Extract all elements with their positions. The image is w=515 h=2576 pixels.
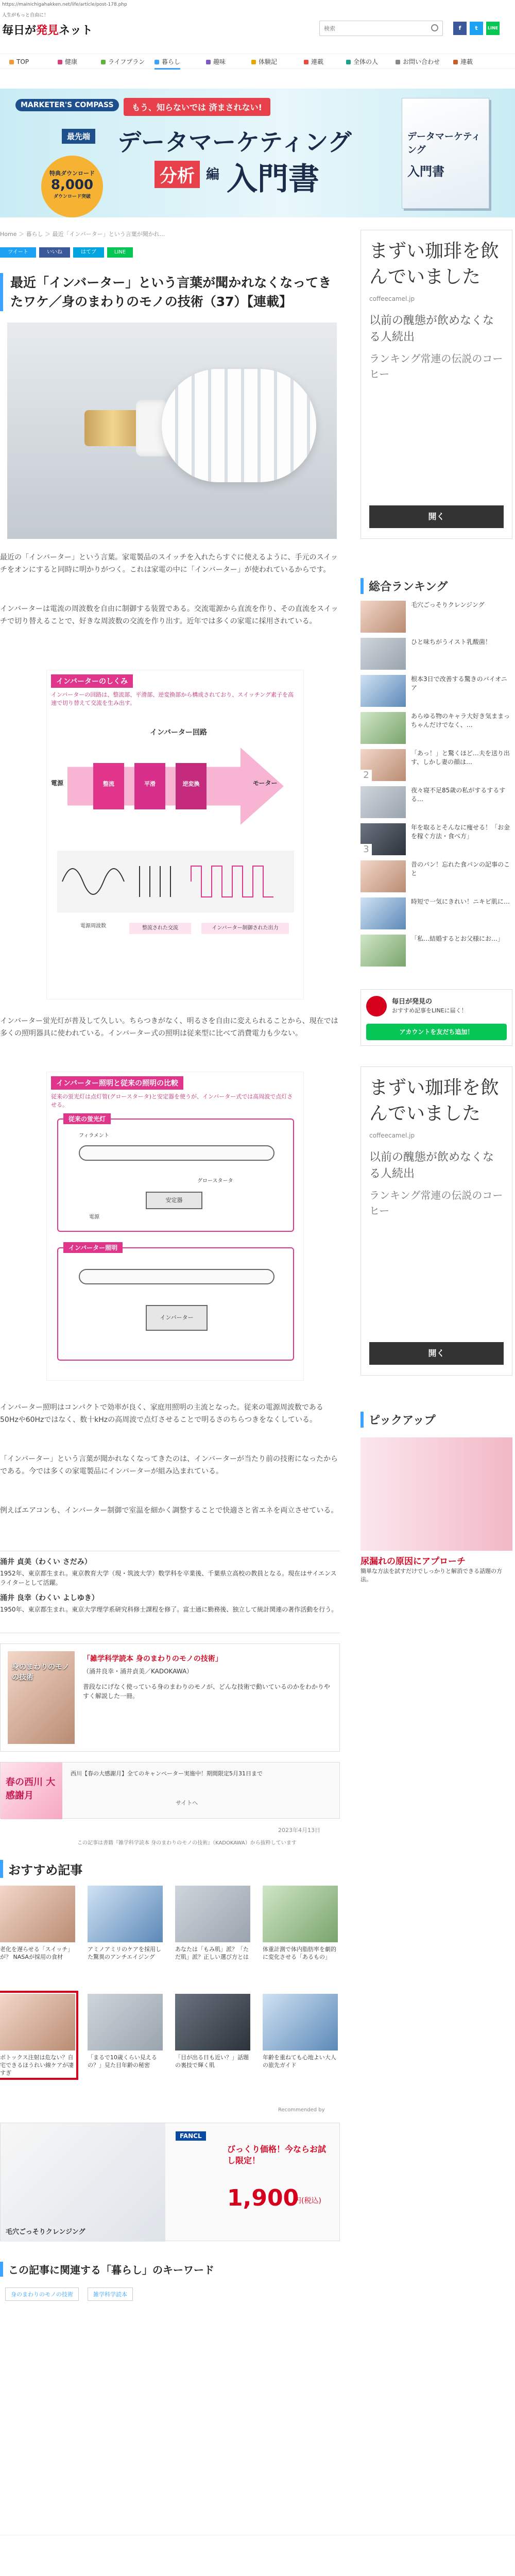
pickup-card[interactable] [360,1437,512,1592]
search-input[interactable] [320,21,423,36]
recommend-thumb [175,1994,250,2050]
ranking-thumb [360,860,406,892]
pickup-sub: 簡単な方法を試すだけでしっかりと解消できる話題の方法。 [360,1568,502,1583]
line-follow-sub: おすすめ記事をLINEに届く！ [392,1007,467,1014]
book-box [0,1643,340,1752]
like-button[interactable]: いいね [39,247,70,258]
diagram2-l2: グロースタータ [197,1178,233,1184]
nav-item-hobby[interactable] [206,54,226,70]
line-follow-title: 毎日が発見の [392,998,433,1006]
article-paragraph-4: インバーター照明はコンパクトで効率が良く、家庭用照明の主流となった。従来の電源周波数である50Hzや60Hzではなく、数十kHzの高周波で点灯させることで明るさのちらつきをなくしている。 [0,1403,323,1424]
nav-item-contact[interactable] [396,54,440,70]
global-nav [0,54,515,69]
nav-label: 連載 [460,58,473,65]
diagram2-panel-a [57,1115,294,1232]
banner-sub2: 編 [206,167,220,182]
ranking-text: 時短で一気にきれい！ニキビ肌に… [411,898,510,905]
pickup-caption: 尿漏れの原因にアプローチ [360,1556,466,1567]
banner-title2: 入門書 [227,161,319,197]
gift-unit: ダウンロード突破 [53,194,91,199]
article-paragraph-1: 最近の「インバーター」という言葉。家電製品のスイッチを入れたらすぐに使えるように、手元のスイッチをオンにすると同時に明かりがつく。これは家電の中に「インバーター」が使われているからです。 [0,553,338,574]
book-cover-sub: 入門書 [407,164,444,179]
diagram2-title: インバーター照明と従来の照明の比較 [51,1076,183,1090]
twitter-icon[interactable]: t [470,22,483,35]
tagline: 人生がもっと自由に！ [2,13,49,18]
sidebar-ad-1-headline: まずい珈琲を飲んでいました [369,241,500,287]
recommend-thumb [88,1994,163,2050]
sidebar-ad-1-domain: coffeecamel.jp [369,295,415,302]
banner-catch: もう、知らないでは 済まされない! [124,98,270,116]
ranking-text: あらゆる物のキャラ大好き気ままっちゃんだけでなく、… [411,713,510,728]
diagram1-node-2: 平滑 [134,763,165,809]
book-title[interactable]: 「雑学科学読本 身のまわりのモノの技術」 [83,1655,222,1663]
article-title: 最近「インバーター」という言葉が聞かれなくなってきたワケ／身のまわりのモノの技術（37）【連載】 [0,273,340,311]
bottom-ad[interactable] [0,2123,340,2241]
book-cover-caption: 身のまわりのモノの技術 [12,1663,70,1682]
recommend-thumb [263,1994,338,2050]
gift-amount: 8,000 [50,177,94,193]
recommend-text: 年齢を重ねても心地よい大人の旅先ガイド [263,2054,336,2069]
ranking-item[interactable] [360,601,512,637]
ranking-number: 3 [360,844,372,855]
sidebar-ad-2-button[interactable]: 開く [369,1342,504,1365]
ranking-item[interactable] [360,712,512,748]
ranking-thumb [360,897,406,929]
sidebar-ad-2-body: 以前の醜態が飲めなくなる人続出 [369,1151,494,1180]
diagram1-label: インバーター回路 [150,728,208,737]
diagram2-tube-a [79,1145,274,1161]
diagram1-bottom-2: 整流された交流 [129,923,191,934]
pickup-image [360,1437,512,1551]
pickup-title: ピックアップ [360,1412,436,1428]
logo-text-b: 発見 [36,24,59,37]
tweet-button[interactable]: ツイート [0,247,36,258]
author-1-name: 涌井 貞美（わくい さだみ） [0,1558,92,1566]
nav-item-lifeplan[interactable] [101,54,145,70]
diagram1-node-3: 逆変換 [176,763,207,809]
ranking-item[interactable] [360,675,512,711]
search-icon[interactable] [431,24,438,31]
recommend-grid [0,1886,340,2102]
recommend-text: 「まるで10歳くらい見えるの？」見た目年齢の秘密 [88,2054,157,2069]
diagram2-panel-b-label: インバーター照明 [63,1242,123,1253]
ranking-text: 夜々寝不足85歳の私がするするする… [411,787,506,803]
recommend-item[interactable] [175,1886,250,1961]
diagram1-desc: インバーターの回路は、整流部、平滑部、逆変換部から構成されており、スイッチング素子を高速で切り替えて交流を生み出す。 [51,691,294,706]
line-share-button[interactable]: LINE [107,247,133,258]
sidebar-ad-1-body: 以前の醜態が飲めなくなる人続出 [369,314,494,344]
ranking-text: 毛穴ごっそりクレンジング [411,601,485,608]
nav-label: お問い合わせ [403,58,440,65]
ranking-item[interactable] [360,897,512,934]
recommend-item[interactable] [175,1994,250,2069]
line-follow-box [360,989,512,1046]
book-authors: （涌井良幸・涌井貞美／KADOKAWA） [83,1668,193,1675]
nav-label: 暮らし [162,58,181,65]
nav-item-series[interactable] [304,54,323,70]
diagram2-inverter-box: インバーター [146,1305,208,1331]
ranking-thumb [360,675,406,707]
logo-text-a: 毎日が [2,24,37,37]
ranking-thumb [360,638,406,670]
recommend-item[interactable] [263,1994,338,2069]
nav-item-all[interactable] [346,54,378,70]
facebook-icon[interactable]: f [453,22,467,35]
hatena-button[interactable]: はてブ [73,247,104,258]
sidebar-ad-1[interactable] [360,230,512,539]
sidebar-ad-2-headline: まずい珈琲を飲んでいました [369,1077,500,1124]
nav-label: 連載 [311,58,324,65]
recommend-text: アミノアミリのケアを採用した驚異のアンチエイジング [88,1946,161,1960]
banner-badge: 最先端 [62,129,95,144]
ranking-text: 年を取るとそんなに痩せる！「お金を稼ぐ方法・食べ方」 [411,824,510,840]
recommend-thumb [88,1886,163,1942]
promo-ad-caption: 西川【春の大感謝月】全てのキャンペーター実施中！期間限定5月31日まで [71,1770,263,1777]
book-cover-image[interactable] [8,1651,75,1744]
recommend-item[interactable] [0,1886,75,1961]
diagram-comparison [46,1072,304,1381]
author-box [0,1551,340,1633]
diagram2-l4: 電源 [89,1214,99,1220]
line-follow-button[interactable]: アカウントを友だち追加！ [366,1024,507,1040]
banner-sub1: 分析 [154,161,200,188]
article-paragraph-5: 「インバーター」という言葉が聞かれなくなってきたのは、インバーターが当たり前の技術になったからである。今では多くの家電製品にインバーターが組み込まれている。 [0,1455,338,1476]
nav-item-life[interactable] [154,54,180,70]
ranking-list [360,601,512,972]
article-date: 2023年4月13日 [278,1827,320,1834]
recommend-item[interactable] [88,1886,163,1961]
recommend-text: 老化を遅らせる「スイッチ」が？ NASAが採用の食材 [0,1946,74,1960]
footer [0,2535,515,2576]
diagram2-ballast: 安定器 [146,1192,202,1209]
diagram1-node-1: 整流 [93,763,124,809]
bottom-ad-price: 1,900 [227,2185,299,2211]
sidebar-ad-1-button[interactable]: 開く [369,505,504,528]
diagram-inverter [46,670,304,999]
site-logo[interactable] [2,22,93,38]
sidebar-ad-2-domain: coffeecamel.jp [369,1132,415,1139]
browser-url: https://mainichigahakken.net/life/article/post-178.php [2,2,127,7]
article-paragraph-3: インバーター蛍光灯が普及して久しい。ちらつきがなく、明るさを自由に変えられることから、現在では多くの照明器具に使われている。インバーター式の照明は従来型に比べて消費電力も少ない。 [0,1017,338,1038]
book-desc: 普段なにげなく使っている身のまわりのモノが、どんな技術で動いているのかをわかりやすく解説した一冊。 [83,1683,330,1700]
recommend-item[interactable] [0,1994,75,2077]
article-paragraph-6: 例えばエアコンも、インバーター制御で室温を細かく調整することで快適さと省エネを両立させている。 [0,1506,338,1515]
ranking-title: 総合ランキング [360,578,448,594]
ranking-text: 「私…結婚するとお父様にお…」 [411,935,504,942]
diagram2-desc: 従来の蛍光灯は点灯管(グロースタータ)と安定器を使うが、インバーター式では高周波で点灯させる。 [51,1093,293,1108]
keyword-tag-1[interactable]: 身のまわりのモノの技術 [5,2287,79,2301]
line-logo-icon [366,996,387,1016]
recommend-thumb [263,1886,338,1942]
ranking-thumb [360,601,406,633]
bottom-ad-title: 毛穴ごっそりクレンジング [6,2228,85,2236]
recommend-title: おすすめ記事 [0,1860,82,1878]
diagram1-output: モーター [253,779,278,787]
bottom-ad-image-left [1,2123,165,2242]
diagram1-wave [57,851,294,912]
ranking-item[interactable] [360,749,512,785]
ranking-item[interactable] [360,786,512,822]
article-credit: この記事は書籍『雑学科学読本 身のまわりのモノの技術』（KADOKAWA）から抜粋しています [77,1840,297,1846]
banner-brand: MARKETER'S COMPASS [15,99,119,111]
logo-text-c: ネット [59,24,93,37]
ranking-thumb [360,712,406,744]
recommend-thumb [0,1886,75,1942]
ranking-item[interactable] [360,638,512,674]
gift-label: 特典ダウンロード [49,170,95,177]
author-2-name: 涌井 良幸（わくい よしゆき） [0,1594,99,1602]
bottom-ad-brand: FANCL [176,2131,206,2141]
recommend-thumb [175,1886,250,1942]
recommend-text: あなたは「もみ肌」派？「ただ肌」派？正しい選び方とは [175,1946,249,1960]
diagram1-title: インバーターのしくみ [51,674,133,688]
diagram2-l1: フィラメント [79,1133,109,1139]
nav-item-series2[interactable] [453,54,473,70]
ranking-thumb [360,935,406,967]
book-cover-title: データマーケティング [407,131,481,156]
banner-title: データマーケティング [117,128,352,156]
banner-book-image [402,98,489,209]
sidebar-ad-1-body2: ランキング常連の伝説のコーヒー [369,352,503,380]
sidebar-ad-2[interactable] [360,1066,512,1376]
author-1-bio: 1952年、東京都生まれ。東京教育大学（現・筑波大学）数学科を卒業後、千葉県立高校の教員となる。現在はサイエンスライターとして活躍。 [0,1570,337,1586]
diagram2-tube-b [79,1269,274,1284]
ranking-number: 2 [360,770,372,781]
article-paragraph-2: インバーターは電流の周波数を自由に制御する装置である。交流電源から直流を作り、その直流をスイッチで切り替えることで、好きな周波数の交流を作り出す。近年では多くの家電に採用されている。 [0,605,338,625]
recommend-item[interactable] [263,1886,338,1961]
ranking-text: 根本3日で改善する驚きのバイオニア [411,675,507,691]
diagram1-bottom-1: 電源周波数 [80,923,106,929]
recommend-thumb [0,1994,75,2050]
search-box[interactable] [319,21,443,36]
ranking-item[interactable] [360,860,512,896]
recommend-item[interactable] [88,1994,163,2069]
nav-item-top[interactable] [9,54,29,70]
nav-label: 体験記 [259,58,278,65]
diagram1-input: 電源 [51,779,64,787]
line-icon[interactable]: LINE [486,22,500,35]
ranking-text: 「あっ！」と驚くほど…夫を送り出す、しかし妻の顔は… [411,750,510,766]
sidebar-ad-2-body2: ランキング常連の伝説のコーヒー [369,1189,503,1217]
promo-ad[interactable] [0,1762,340,1819]
ranking-thumb [360,786,406,818]
bottom-ad-catch: びっくり価格！今ならお試し限定！ [227,2144,327,2165]
recommend-text: 体重計測で体内脂肪率を劇的に変化させる「あるもの」 [263,1946,336,1960]
ranking-item[interactable] [360,935,512,971]
nav-item-experience[interactable] [251,54,277,70]
top-banner-ad[interactable] [0,89,515,217]
ranking-text: 昔のパン！忘れた食パンの記事のこと [411,861,510,877]
recommend-text: ボトックス注射は危ない？自宅できるほうれい線ケアが凄すぎ [0,2054,74,2076]
ranking-item[interactable] [360,823,512,859]
nav-label: 趣味 [213,58,226,65]
promo-ad-link[interactable]: サイトへ [176,1800,198,1806]
recommend-text: 「目が出る日も近い？」話題の裏技で輝く肌 [175,2054,249,2069]
nav-item-health[interactable] [58,54,77,70]
article-hero-image [7,323,337,539]
breadcrumb[interactable]: Home ＞ 暮らし ＞ 最近「インバーター」という言葉が聞かれ... [0,231,165,238]
nav-label: ライフプラン [108,58,145,65]
banner-gift-circle [41,156,103,217]
nav-label: 健康 [65,58,78,65]
ranking-text: ひと味ちがうイスト乳酸菌！ [411,638,491,646]
recommended-by[interactable]: Recommended by [278,2107,325,2113]
diagram2-panel-a-label: 従来の蛍光灯 [63,1113,111,1124]
nav-label: 全体の人 [353,58,379,65]
nav-label: TOP [16,58,29,65]
bottom-ad-unit: 円(税込) [294,2197,321,2205]
diagram1-bottom-3: インバーター制御された出力 [201,923,289,934]
share-bar [0,247,360,259]
author-2-bio: 1950年、東京都生まれ。東京大学理学系研究科修士課程を修了。富士通に勤務後、独立して統計関連の著作活動を行う。 [0,1606,338,1613]
keywords-title: この記事に関連する「暮らし」のキーワード [0,2262,214,2277]
keyword-tag-2[interactable]: 雑学科学読本 [88,2287,133,2301]
diagram2-panel-b [57,1244,294,1361]
promo-ad-image: 春の西川 大感謝月 [1,1762,62,1819]
